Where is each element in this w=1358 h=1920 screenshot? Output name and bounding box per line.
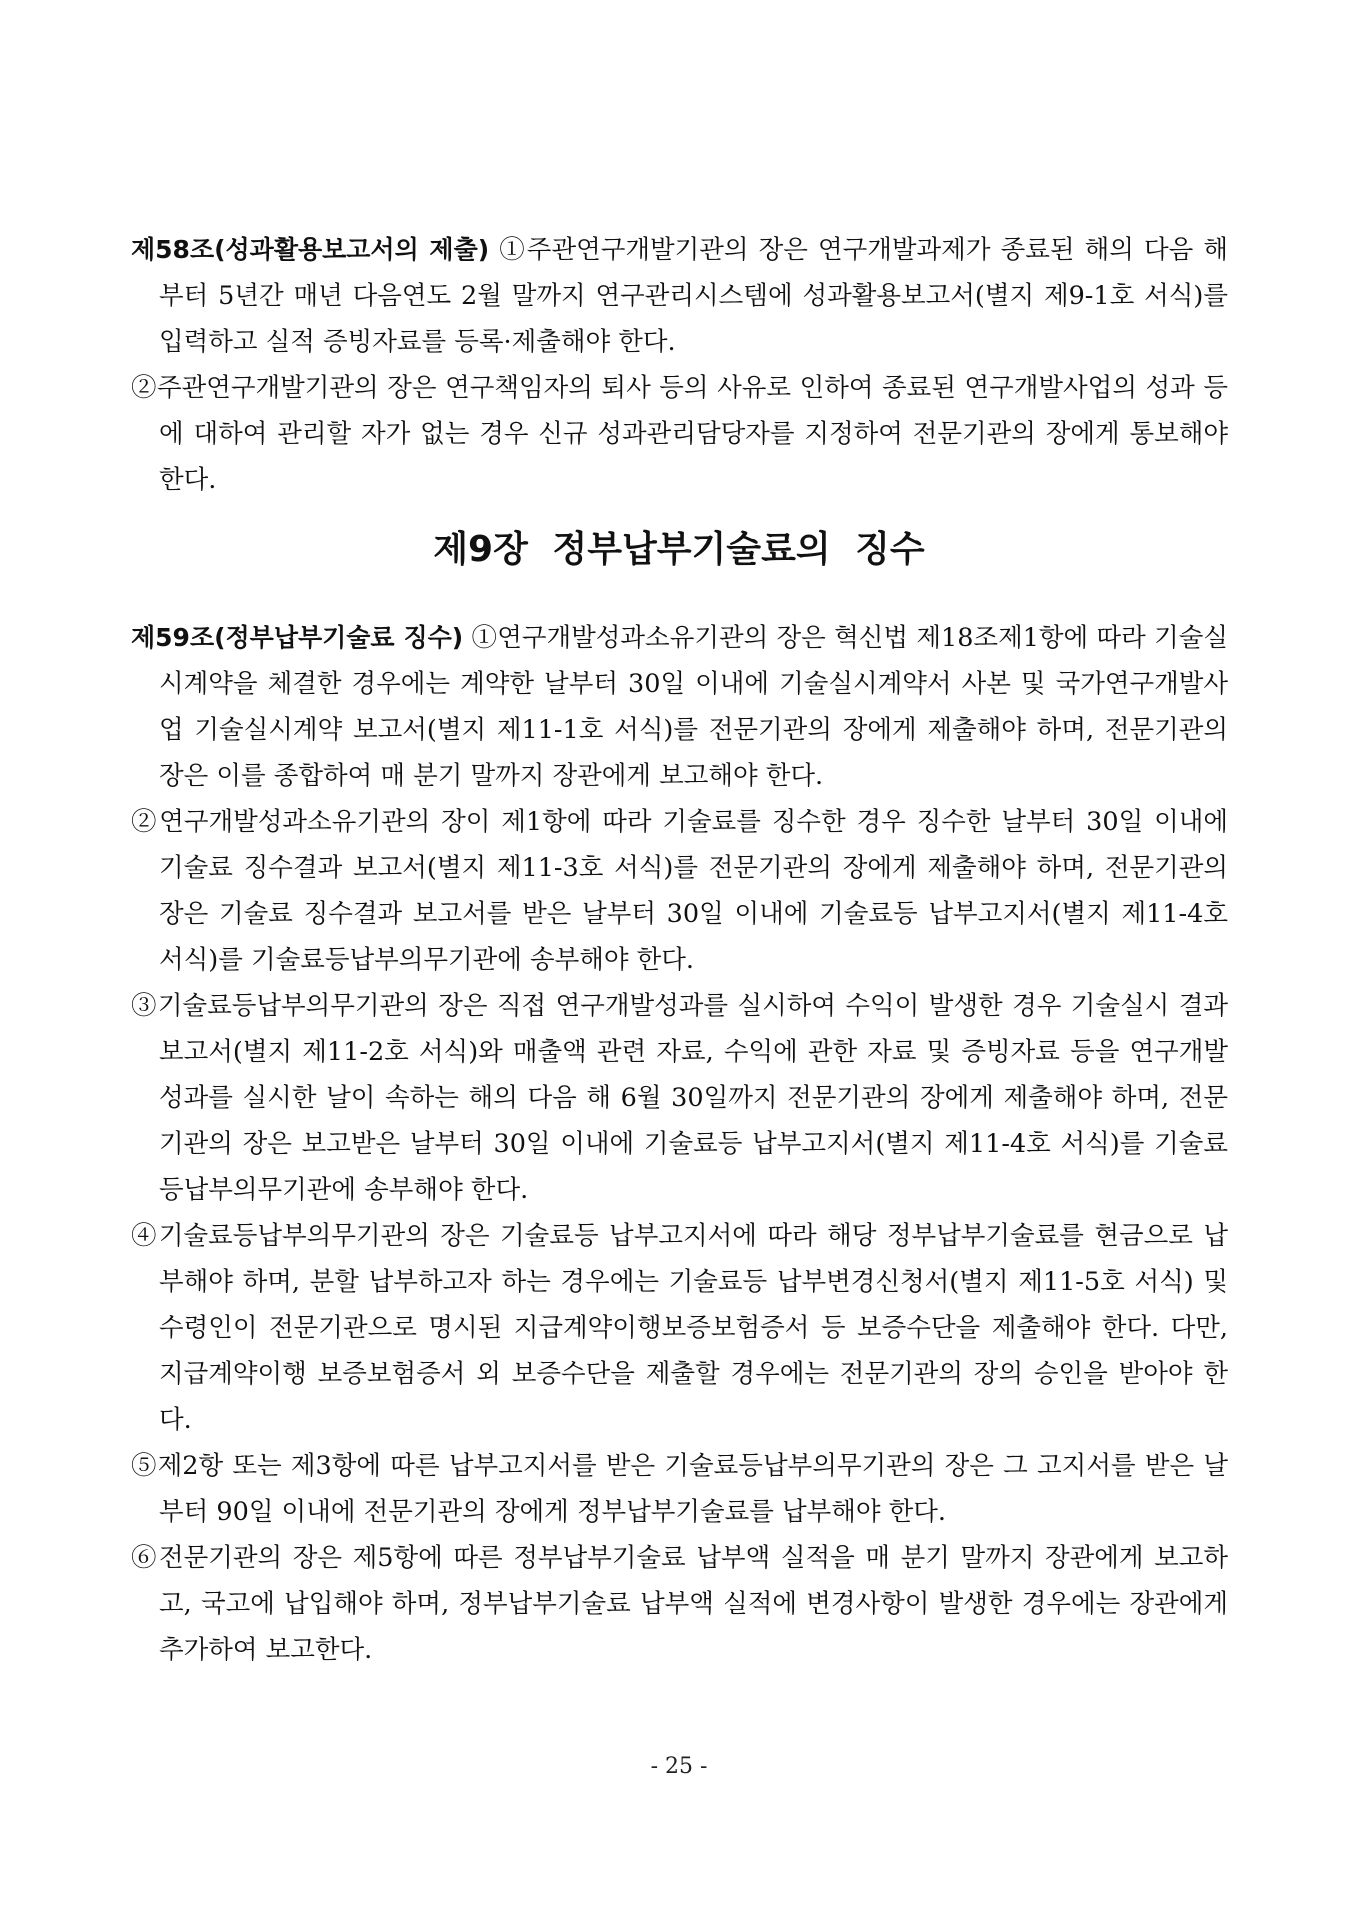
article-59-clause-4: ④기술료등납부의무기관의 장은 기술료등 납부고지서에 따라 해당 정부납부기술료를 현금으로 납부해야 하며, 분할 납부하고자 하는 경우에는 기술료등 납부변경신청서(별지 제11-5호 서식) 및 수령인이 전문기관으로 명시된 지급계약이행보증보험증서 등 보증수단을 제출해야 한다. 다만, 지급계약이행 보증보험증서 외 보증수단을 제출할 경우에는 전문기관의 장의 승인을 받아야 한다.: [131, 1221, 1228, 1435]
article-59-clause-6: ⑥전문기관의 장은 제5항에 따른 정부납부기술료 납부액 실적을 매 분기 말까지 장관에게 보고하고, 국고에 납입해야 하며, 정부납부기술료 납부액 실적에 변경사항이 발생한 경우에는 장관에게 추가하여 보고한다.: [131, 1543, 1228, 1665]
article-59-clause-2: ②연구개발성과소유기관의 장이 제1항에 따라 기술료를 징수한 경우 징수한 날부터 30일 이내에 기술료 징수결과 보고서(별지 제11-3호 서식)를 전문기관의 장에게 제출해야 하며, 전문기관의 장은 기술료 징수결과 보고서를 받은 날부터 30일 이내에 기술료등 납부고지서(별지 제11-4호 서식)를 기술료등납부의무기관에 송부해야 한다.: [131, 807, 1228, 975]
article-59-clause-1: [131, 615, 1228, 799]
chapter-title: 제9장 정부납부기술료의 징수: [433, 529, 925, 570]
article-59-clause-1-text: ①연구개발성과소유기관의 장은 혁신법 제18조제1항에 따라 기술실시계약을 체결한 경우에는 계약한 날부터 30일 이내에 기술실시계약서 사본 및 국가연구개발사업 기술실시계약 보고서(별지 제11-1호 서식)를 전문기관의 장에게 제출해야 하며, 전문기관의 장은 이를 종합하여 매 분기 말까지 장관에게 보고해야 한다.: [159, 623, 1229, 791]
article-58-clause-1-text: ①주관연구개발기관의 장은 연구개발과제가 종료된 해의 다음 해부터 5년간 매년 다음연도 2월 말까지 연구관리시스템에 성과활용보고서(별지 제9-1호 서식)를 입력하고 실적 증빙자료를 등록·제출해야 한다.: [159, 235, 1228, 357]
page-number: - 25 -: [650, 1754, 708, 1779]
article-59: [131, 615, 1228, 1673]
article-58-clause-1: [131, 227, 1228, 365]
article-58-clause-2: ②주관연구개발기관의 장은 연구책임자의 퇴사 등의 사유로 인하여 종료된 연구개발사업의 성과 등에 대하여 관리할 자가 없는 경우 신규 성과관리담당자를 지정하여 전문기관의 장에게 통보해야 한다.: [131, 373, 1228, 495]
article-58: [131, 227, 1228, 503]
article-59-clause-3: ③기술료등납부의무기관의 장은 직접 연구개발성과를 실시하여 수익이 발생한 경우 기술실시 결과보고서(별지 제11-2호 서식)와 매출액 관련 자료, 수익에 관한 자료 및 증빙자료 등을 연구개발성과를 실시한 날이 속하는 해의 다음 해 6월 30일까지 전문기관의 장에게 제출해야 하며, 전문기관의 장은 보고받은 날부터 30일 이내에 기술료등 납부고지서(별지 제11-4호 서식)를 기술료등납부의무기관에 송부해야 한다.: [131, 991, 1228, 1205]
article-59-clause-5: ⑤제2항 또는 제3항에 따른 납부고지서를 받은 기술료등납부의무기관의 장은 그 고지서를 받은 날부터 90일 이내에 전문기관의 장에게 정부납부기술료를 납부해야 한다.: [131, 1451, 1228, 1527]
article-59-title: 제59조(정부납부기술료 징수): [131, 623, 464, 652]
article-58-title: 제58조(성과활용보고서의 제출): [131, 235, 490, 264]
